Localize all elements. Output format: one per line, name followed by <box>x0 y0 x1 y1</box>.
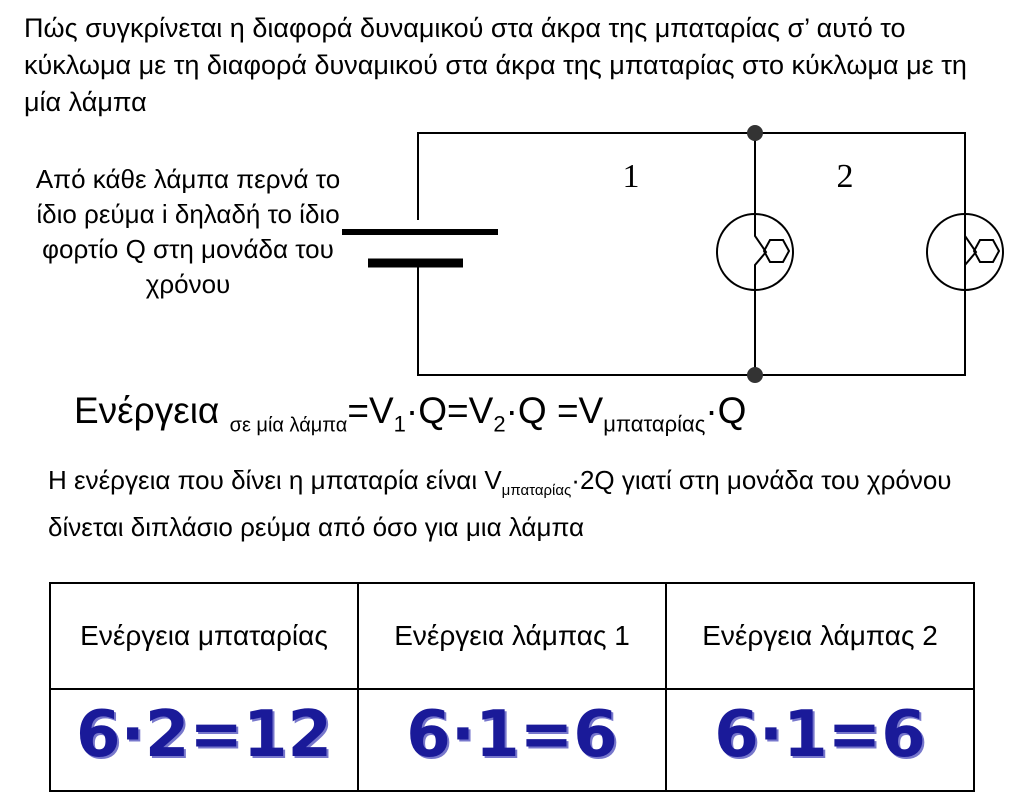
junction-bottom <box>747 367 763 383</box>
formula-word: Ενέργεια <box>74 390 220 431</box>
formula-eq1: =V <box>347 390 394 431</box>
formula-mid1: ·Q=V <box>405 390 494 431</box>
circuit-wires <box>418 133 965 375</box>
energy-table <box>49 582 975 792</box>
energy-table-value-row <box>50 689 974 791</box>
question-text: Πώς συγκρίνεται η διαφορά δυναμικού στα άκρα της μπαταρίας σ’ αυτό το κύκλωμα με τη διαφορά δυναμικού στα άκρα της μπαταρίας στο κύκλωμα με τη μία λάμπα <box>24 13 967 117</box>
current-note: Από κάθε λάμπα περνά το ίδιο ρεύμα i δηλαδή το ίδιο φορτίο Q στη μονάδα του χρόνου <box>35 164 341 299</box>
formula-sub3: μπαταρίας <box>603 411 706 437</box>
value-lamp-1-energy: 6·1=6 <box>358 689 666 791</box>
lamp-1-symbol <box>717 214 793 290</box>
value-battery-energy: 6·2=12 <box>50 689 358 791</box>
energy-table-header-row <box>50 583 974 689</box>
junction-top <box>747 125 763 141</box>
formula-end: ·Q <box>705 390 747 431</box>
formula-sub2: 2 <box>493 411 506 437</box>
battery-energy-explanation <box>48 462 988 545</box>
energy-formula <box>74 388 1004 448</box>
wire-top <box>418 133 965 375</box>
formula-mid2: ·Q =V <box>505 390 604 431</box>
lamp-2-label: 2 <box>836 158 854 195</box>
explain-sub: μπαταρίας <box>501 482 572 500</box>
header-lamp-2-energy: Ενέργεια λάμπας 2 <box>666 583 974 689</box>
battery-symbol <box>342 232 498 263</box>
formula-sub-word: σε μία λάμπα <box>229 414 348 437</box>
value-lamp-2-energy: 6·1=6 <box>666 689 974 791</box>
lamp-1-label: 1 <box>622 158 640 195</box>
header-lamp-1-energy: Ενέργεια λάμπας 1 <box>358 583 666 689</box>
formula-sub1: 1 <box>393 411 406 437</box>
explain-post: ·2Q γιατί στη μονάδα του χρόνου δίνεται διπλάσιο ρεύμα από όσο για μια λάμπα <box>48 465 952 543</box>
header-battery-energy: Ενέργεια μπαταρίας <box>50 583 358 689</box>
explain-pre: Η ενέργεια που δίνει η μπαταρία είναι V <box>48 465 502 495</box>
